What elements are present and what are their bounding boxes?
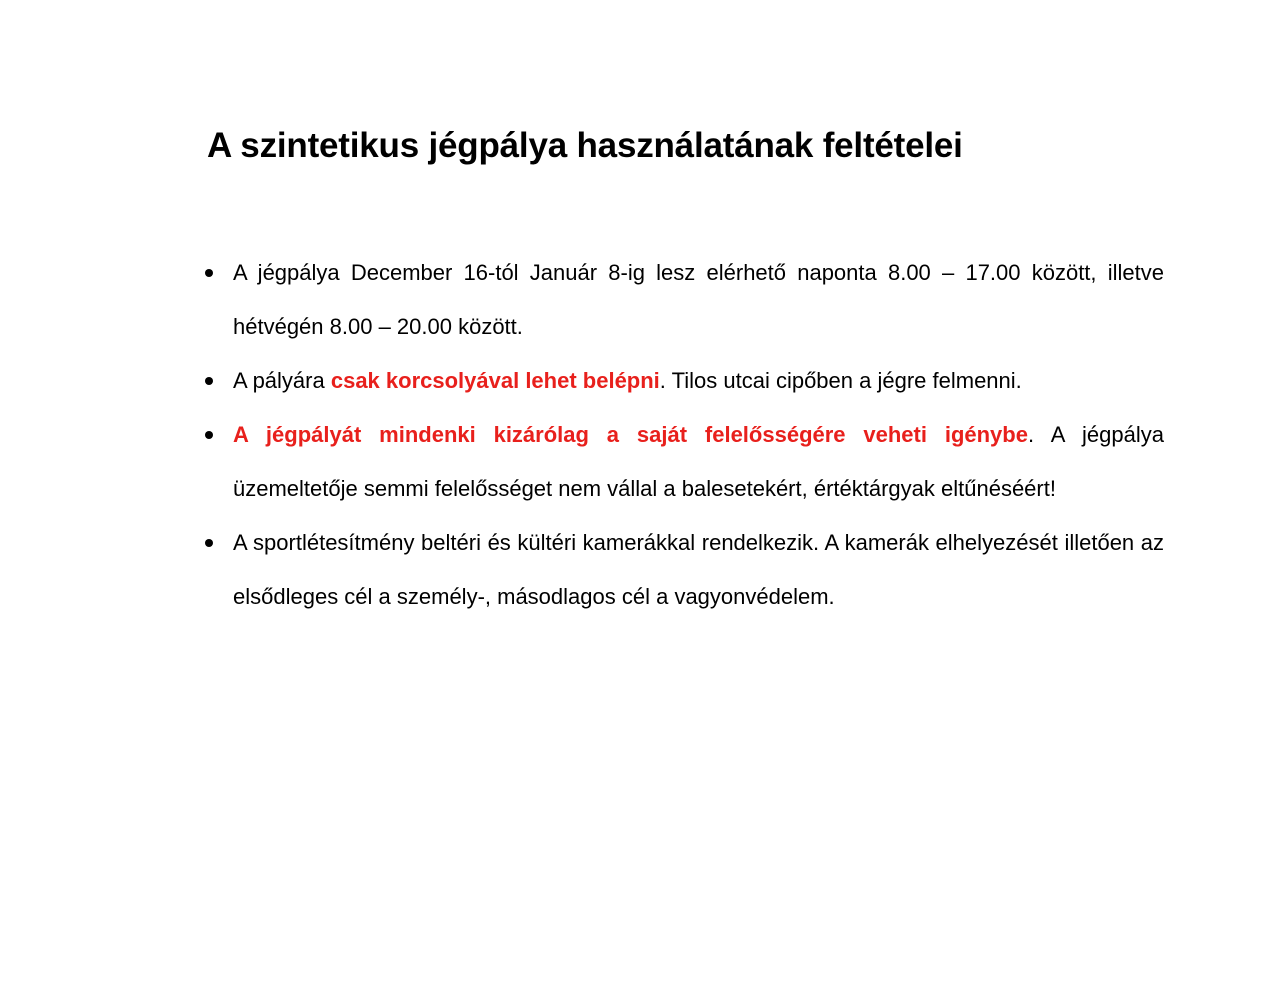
rule-item-opening-hours	[202, 246, 1164, 354]
rule-item-skates-only	[202, 354, 1164, 408]
rule-emphasis: A jégpályát mindenki kizárólag a saját felelősségére veheti igénybe	[233, 422, 1028, 447]
rule-emphasis: csak korcsolyával lehet belépni	[330, 368, 660, 393]
bullet-icon	[205, 269, 213, 277]
rule-item-own-responsibility	[202, 408, 1164, 516]
rule-text-start: A pályára	[233, 368, 331, 393]
rule-text: A jégpálya December 16-tól Január 8-ig lesz elérhető naponta 8.00 – 17.00 között, illetve hétvégén 8.00 – 20.00 között.	[233, 260, 1164, 339]
rule-text: A sportlétesítmény beltéri és kültéri kamerákkal rendelkezik. A kamerák elhelyezését illetően az elsődleges cél a személy-, másodlagos cél a vagyonvédelem.	[233, 530, 1164, 609]
bullet-icon	[205, 539, 213, 547]
bullet-icon	[205, 377, 213, 385]
rule-text-end: . Tilos utcai cipőben a jégre felmenni.	[659, 368, 1022, 393]
bullet-icon	[205, 431, 213, 439]
rule-item-cameras	[202, 516, 1164, 624]
rules-list	[202, 246, 1164, 624]
rule-text-end: . A jégpálya üzemeltetője semmi felelősséget nem vállal a balesetekért, értéktárgyak eltűnéséért!	[233, 422, 1164, 501]
page-title: A szintetikus jégpálya használatának feltételei	[207, 126, 963, 165]
